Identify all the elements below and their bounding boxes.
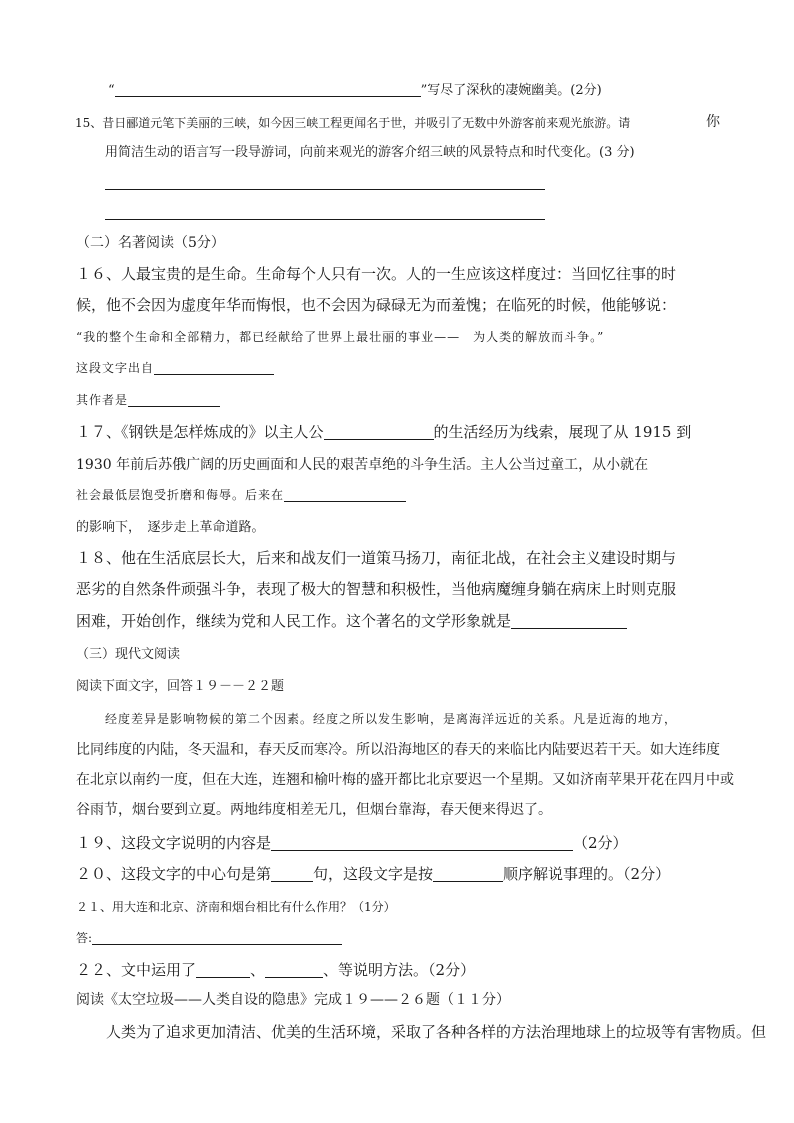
q17-protagonist-blank[interactable]	[324, 424, 434, 440]
q22-a: ２２、文中运用了	[76, 961, 197, 979]
q21-text: ２１、用大连和北京、济南和烟台相比有什么作用？（1分）	[76, 900, 396, 914]
q21-answer-blank[interactable]	[92, 932, 342, 945]
q20-b: 句，这段文字是按	[313, 865, 434, 883]
q16-author-blank[interactable]	[128, 394, 220, 407]
q18-line3	[76, 613, 627, 629]
q16-source-row	[76, 362, 274, 375]
q19-row	[76, 835, 628, 851]
q14-close-text: ”写尽了深秋的凄婉幽美。(2分)	[420, 83, 602, 98]
q20-a: ２０、这段文字的中心句是第	[76, 865, 272, 883]
q20-sentence-blank[interactable]	[271, 866, 313, 882]
q15-answer-rule-1[interactable]	[105, 189, 545, 190]
q20-row	[76, 866, 670, 882]
q17-line3-text: 社会最低层饱受折磨和侮辱。后来在	[76, 488, 285, 502]
q22-c: 、等说明方法。（2分）	[323, 961, 476, 979]
q22-row	[76, 962, 475, 978]
passage-line4: 谷雨节，烟台要到立夏。两地纬度相差无几，但烟台靠海，春天便来得迟了。	[76, 802, 552, 818]
q17-line2: 1930 年前后苏俄广阔的历史画面和人民的艰苦卓绝的斗争生活。主人公当过童工，从小就在	[76, 457, 649, 473]
section3-instruction: 阅读下面文字，回答１９－－２２题	[76, 679, 285, 694]
section2-heading: （二）名著阅读（5分）	[76, 235, 225, 251]
q16-line3: “我的整个生命和全部精力，都已经献给了世界上最壮丽的事业—— 为人类的解放而斗争。”	[76, 330, 605, 344]
q16-author-label: 其作者是	[76, 393, 129, 407]
section3-heading: （三）现代文阅读	[76, 647, 181, 662]
q20-c: 顺序解说事理的。（2分）	[503, 865, 671, 883]
q17-line1-a: １７、《钢铁是怎样炼成的》以主人公	[76, 423, 324, 441]
q16-author-row	[76, 394, 220, 407]
q19-blank[interactable]	[271, 835, 573, 851]
q15-line1: 15、昔日郦道元笔下美丽的三峡，如今因三峡工程更闻名于世，并吸引了无数中外游客前来观光旅游。请	[75, 116, 631, 130]
next-reading-instruction: 阅读《太空垃圾——人类自设的隐患》完成１９——２６题（１１分）	[76, 992, 510, 1008]
q21-answer-row	[76, 932, 342, 945]
q15-line1-end: 你	[706, 114, 720, 130]
q16-line1: １６、人最宝贵的是生命。生命每个人只有一次。人的一生应该这样度过：当回忆往事的时	[76, 265, 677, 283]
q15-answer-rule-2[interactable]	[105, 219, 545, 220]
q16-source-label: 这段文字出自	[76, 361, 155, 375]
q14-answer-line	[108, 83, 602, 97]
q17-influence-blank[interactable]	[284, 489, 406, 502]
passage-line1: 经度差异是影响物候的第二个因素。经度之所以发生影响，是离海洋远近的关系。凡是近海的地方，	[105, 712, 678, 726]
q19-prefix: １９、这段文字说明的内容是	[76, 834, 272, 852]
q18-line1: １８、他在生活底层长大，后来和战友们一道策马扬刀，南征北战，在社会主义建设时期与	[76, 549, 677, 567]
q17-line1-b: 的生活经历为线索，展现了从 1915 到	[433, 423, 692, 441]
q18-line2: 恶劣的自然条件顽强斗争，表现了极大的智慧和积极性，当他病魔缠身躺在病床上时则克服	[76, 580, 677, 598]
next-reading-line1: 人类为了追求更加清洁、优美的生活环境，采取了各种各样的方法治理地球上的垃圾等有害物质。但	[106, 1023, 767, 1041]
q17-line1	[76, 424, 691, 440]
passage-line3: 在北京以南约一度，但在大连，连翘和榆叶梅的盛开都比北京要迟一个星期。又如济南苹果开花在四月中或	[76, 772, 734, 788]
open-quote: “	[108, 83, 115, 98]
q18-character-blank[interactable]	[511, 613, 627, 629]
q19-suffix: （2分）	[573, 834, 628, 852]
q15-line2: 用简洁生动的语言写一段导游词，向前来观光的游客介绍三峡的风景特点和时代变化。(3 分)	[105, 145, 635, 160]
q17-line3	[76, 489, 406, 502]
q17-line4: 的影响下， 逐步走上革命道路。	[76, 520, 265, 535]
q22-method-blank-1[interactable]	[196, 962, 250, 978]
q18-line3-text: 困难，开始创作，继续为党和人民工作。这个著名的文学形象就是	[76, 612, 512, 630]
q16-source-blank[interactable]	[154, 362, 274, 375]
q21-answer-label: 答:	[76, 931, 93, 945]
q22-b: 、	[250, 961, 266, 979]
q14-blank[interactable]	[115, 83, 421, 97]
passage-line2: 比同纬度的内陆，冬天温和，春天反而寒冷。所以沿海地区的春天的来临比内陆要迟若干天。如大连纬度	[76, 742, 720, 758]
q22-method-blank-2[interactable]	[265, 962, 323, 978]
q16-line2: 候，他不会因为虚度年华而悔恨，也不会因为碌碌无为而羞愧；在临死的时候，他能够说：	[76, 296, 677, 314]
q20-order-blank[interactable]	[433, 866, 503, 882]
